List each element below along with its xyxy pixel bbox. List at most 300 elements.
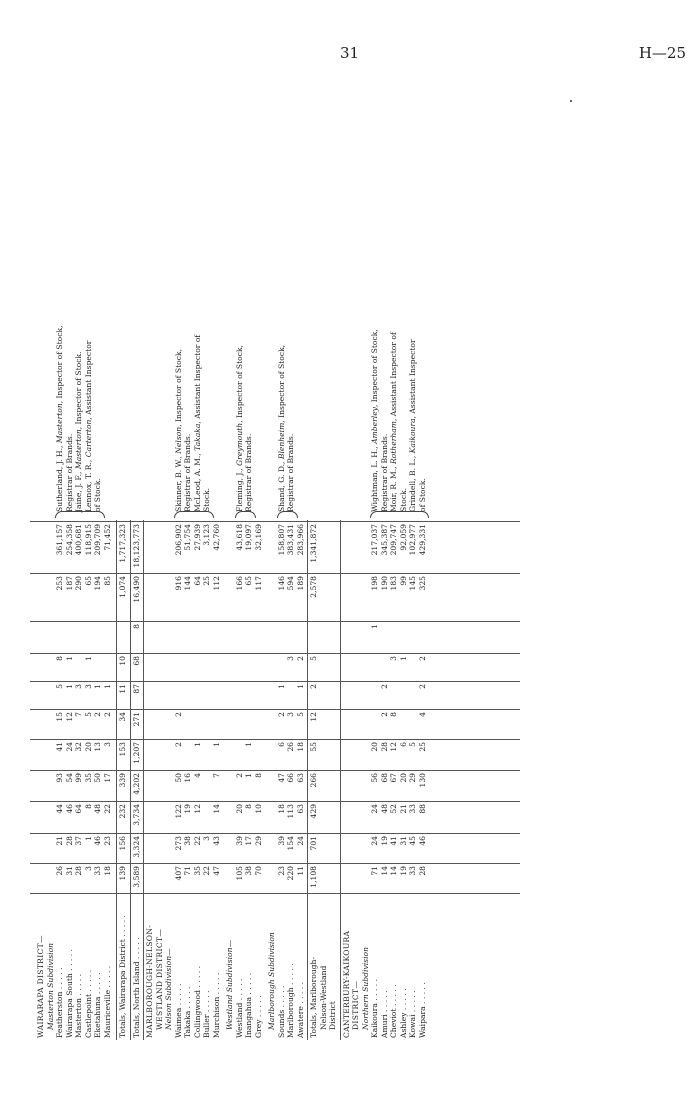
value-cell: 206,902 — [173, 524, 183, 556]
value-cell: 22 — [192, 836, 202, 846]
row-label: Sounds . . . . . — [276, 985, 286, 1038]
column-rule — [30, 833, 520, 834]
value-cell: 266 — [309, 773, 318, 788]
value-cell: 43,618 — [234, 524, 244, 551]
value-cell: 85 — [102, 576, 112, 586]
value-cell: 209,747 — [389, 524, 398, 556]
column-rule — [30, 863, 520, 864]
value-cell: 71 — [183, 866, 192, 876]
value-cell: 42,760 — [211, 524, 221, 551]
value-cell: 1,341,872 — [309, 524, 318, 563]
value-cell: 2 — [417, 684, 427, 689]
value-cell: 46 — [64, 804, 74, 814]
row-label: Grey . . . . . — [253, 995, 263, 1038]
officer-note: Registrar of Brands. — [286, 433, 295, 512]
value-cell: 166 — [234, 576, 244, 591]
value-cell: 67 — [389, 773, 398, 783]
value-cell: 12 — [64, 712, 74, 722]
value-cell: 34 — [118, 712, 127, 722]
row-label: Inangahua . . . . . — [244, 972, 253, 1038]
page-number: 31 — [340, 44, 360, 62]
row-label: Waipara . . . . . — [417, 982, 427, 1038]
value-cell: 117 — [253, 576, 263, 591]
value-cell: 8 — [244, 804, 253, 809]
value-cell: 3 — [83, 684, 93, 689]
officer-note: Jaine, J. F., Masterton, Inspector of Stock. — [74, 351, 83, 512]
value-cell: 118,915 — [83, 524, 93, 556]
value-cell: 271 — [131, 712, 141, 727]
value-cell: 43 — [211, 836, 221, 846]
value-cell: 17 — [244, 836, 253, 846]
value-cell: 14 — [389, 866, 398, 876]
value-cell: 54 — [64, 773, 74, 783]
officer-note: Skinner, B. W., Nelson, Inspector of Stock, — [173, 349, 183, 512]
column-rule — [30, 521, 520, 522]
value-cell: 1,108 — [309, 866, 318, 888]
value-cell: 41 — [389, 836, 398, 846]
value-cell: 198 — [370, 576, 379, 591]
value-cell: 5 — [295, 712, 305, 717]
value-cell: 66 — [286, 773, 295, 783]
column-rule — [30, 893, 520, 894]
value-cell: 6 — [398, 742, 408, 747]
value-cell: 56 — [370, 773, 379, 783]
value-cell: 4 — [417, 712, 427, 717]
value-cell: 20 — [83, 742, 93, 752]
value-cell: 1 — [276, 684, 286, 689]
value-cell: 12 — [309, 712, 318, 722]
value-cell: 19 — [398, 866, 408, 876]
value-cell: 51,754 — [183, 524, 192, 551]
value-cell: 92,059 — [398, 524, 408, 551]
value-cell: 4 — [192, 773, 202, 778]
value-cell: 23 — [276, 866, 286, 876]
value-cell: 45 — [408, 836, 417, 846]
value-cell: 64 — [192, 576, 202, 586]
value-cell: 15 — [55, 712, 64, 722]
value-cell: 145 — [408, 576, 417, 591]
row-divider — [130, 520, 131, 1040]
value-cell: 87 — [131, 684, 141, 694]
value-cell: 2 — [173, 712, 183, 717]
value-cell: 2 — [234, 773, 244, 778]
value-cell: 8 — [83, 804, 93, 809]
value-cell: 24 — [64, 742, 74, 752]
table-body — [30, 80, 520, 1040]
value-cell: 3,589 — [131, 866, 141, 888]
column-rule — [30, 573, 520, 574]
column-rule — [30, 681, 520, 682]
value-cell: 23 — [102, 836, 112, 846]
column-rule — [30, 801, 520, 802]
value-cell: 46 — [417, 836, 427, 846]
value-cell: 187 — [64, 576, 74, 591]
officer-note: Shand, G. D., Blenheim, Inspector of Stock, — [276, 344, 286, 512]
value-cell: 220 — [286, 866, 295, 881]
row-divider — [307, 520, 308, 1040]
row-label: Mauriceville . . . . . — [102, 965, 112, 1038]
value-cell: 48 — [93, 804, 102, 814]
brace — [277, 511, 298, 518]
value-cell: 18 — [295, 742, 305, 752]
value-cell: 22 — [102, 804, 112, 814]
value-cell: 2 — [173, 742, 183, 747]
value-cell: 3 — [286, 712, 295, 717]
value-cell: 1 — [244, 742, 253, 747]
total-label: Nelson-Westland — [318, 965, 328, 1030]
value-cell: 2,578 — [309, 576, 318, 598]
value-cell: 31 — [398, 836, 408, 846]
value-cell: 2 — [379, 684, 389, 689]
value-cell: 99 — [398, 576, 408, 586]
value-cell: 33 — [93, 866, 102, 876]
value-cell: 1 — [295, 684, 305, 689]
value-cell: 325 — [417, 576, 427, 591]
value-cell: 916 — [173, 576, 183, 591]
row-label: Westland . . . . . — [234, 978, 244, 1038]
officer-note: of Stock. — [417, 478, 427, 512]
value-cell: 701 — [309, 836, 318, 851]
value-cell: 22 — [202, 866, 211, 876]
value-cell: 20 — [370, 742, 379, 752]
value-cell: 35 — [83, 773, 93, 783]
value-cell: 33 — [408, 804, 417, 814]
value-cell: 5 — [309, 656, 318, 661]
value-cell: 64 — [74, 804, 83, 814]
value-cell: 63 — [295, 804, 305, 814]
column-rule — [30, 739, 520, 740]
value-cell: 10 — [253, 804, 263, 814]
value-cell: 37 — [74, 836, 83, 846]
value-cell: 14 — [211, 804, 221, 814]
value-cell: 3,734 — [131, 804, 141, 826]
value-cell: 48 — [379, 804, 389, 814]
value-cell: 1,207 — [131, 742, 141, 764]
value-cell: 290 — [74, 576, 83, 591]
row-label: Masterton . . . . . — [74, 973, 83, 1038]
value-cell: 2 — [102, 712, 112, 717]
value-cell: 3 — [74, 684, 83, 689]
value-cell: 122 — [173, 804, 183, 819]
value-cell: 19 — [379, 836, 389, 846]
value-cell: 254,358 — [64, 524, 74, 556]
value-cell: 33 — [408, 866, 417, 876]
value-cell: 71 — [370, 866, 379, 876]
value-cell: 105 — [234, 866, 244, 881]
value-cell: 28 — [74, 866, 83, 876]
value-cell: 253 — [55, 576, 64, 591]
value-cell: 19 — [183, 804, 192, 814]
value-cell: 5 — [83, 712, 93, 717]
value-cell: 46 — [93, 836, 102, 846]
total-label: District — [328, 1001, 337, 1030]
value-cell: 2 — [93, 712, 102, 717]
value-cell: 39 — [234, 836, 244, 846]
value-cell: 31 — [64, 866, 74, 876]
value-cell: 25 — [202, 576, 211, 586]
officer-note: Registrar of Brands. — [183, 433, 192, 512]
value-cell: 7 — [211, 773, 221, 778]
value-cell: 8 — [131, 624, 141, 629]
value-cell: 4,202 — [131, 773, 141, 795]
value-cell: 99 — [74, 773, 83, 783]
value-cell: 273 — [173, 836, 183, 851]
value-cell: 232 — [118, 804, 127, 819]
value-cell: 55 — [309, 742, 318, 752]
value-cell: 65 — [83, 576, 93, 586]
value-cell: 88 — [417, 804, 427, 814]
value-cell: 1 — [64, 684, 74, 689]
row-label: Buller . . . . . — [202, 990, 211, 1038]
district-heading: CANTERBURY-KAIKOURA — [341, 930, 351, 1038]
value-cell: 158,807 — [276, 524, 286, 556]
column-rule — [30, 770, 520, 771]
value-cell: 283,966 — [295, 524, 305, 556]
value-cell: 112 — [211, 576, 221, 591]
value-cell: 383,431 — [286, 524, 295, 556]
value-cell: 1 — [64, 656, 74, 661]
subdivision-heading: Masterton Subdivision — [45, 942, 55, 1030]
district-heading: WESTLAND DISTRICT— — [154, 928, 164, 1030]
value-cell: 38 — [244, 866, 253, 876]
value-cell: 47 — [276, 773, 286, 783]
value-cell: 32,169 — [253, 524, 263, 551]
value-cell: 189 — [295, 576, 305, 591]
row-divider — [116, 520, 117, 1040]
column-rule — [30, 653, 520, 654]
value-cell: 429 — [309, 804, 318, 819]
subdivision-heading: Nelson Subdivision— — [164, 948, 173, 1030]
officer-note: Fleming, J., Greymouth, Inspector of Stock, — [234, 345, 244, 512]
value-cell: 144 — [183, 576, 192, 591]
value-cell: 1,074 — [118, 576, 127, 598]
subdivision-heading: Marlborough Subdivision — [267, 932, 276, 1030]
row-label: Cheviot . . . . . — [389, 984, 398, 1038]
value-cell: 11 — [295, 866, 305, 876]
value-cell: 70 — [253, 866, 263, 876]
officer-note: Registrar of Brands. — [244, 433, 253, 512]
officer-note: Wightman, L. H., Amberley, Inspector of Stock, — [370, 329, 379, 512]
value-cell: 1 — [192, 742, 202, 747]
value-cell: 5 — [55, 684, 64, 689]
value-cell: 24 — [295, 836, 305, 846]
stray-mark — [570, 100, 572, 102]
row-label: Wairarapa South . . . . . — [64, 949, 74, 1038]
value-cell: 5 — [408, 742, 417, 747]
value-cell: 339 — [118, 773, 127, 788]
value-cell: 17 — [102, 773, 112, 783]
value-cell: 21 — [398, 804, 408, 814]
officer-note: Lennox, T. R., Carterton, Assistant Inspector — [83, 340, 93, 512]
officer-note: Stock. — [202, 487, 211, 512]
value-cell: 44 — [55, 804, 64, 814]
district-heading: MARLBOROUGH-NELSON- — [145, 924, 154, 1038]
value-cell: 25 — [417, 742, 427, 752]
officer-note: Registrar of Brands. — [379, 433, 389, 512]
value-cell: 21 — [55, 836, 64, 846]
value-cell: 183 — [389, 576, 398, 591]
row-label: Amuri . . . . . — [379, 990, 389, 1038]
row-label: Collingwood . . . . . — [192, 965, 202, 1038]
row-label: Featherston . . . . . — [55, 967, 64, 1038]
row-label: Awatere . . . . . — [295, 982, 305, 1038]
value-cell: 18,123,773 — [131, 524, 141, 568]
value-cell: 65 — [244, 576, 253, 586]
value-cell: 28 — [417, 866, 427, 876]
value-cell: 20 — [234, 804, 244, 814]
value-cell: 19,097 — [244, 524, 253, 551]
value-cell: 400,681 — [74, 524, 83, 556]
value-cell: 3 — [286, 656, 295, 661]
value-cell: 2 — [309, 684, 318, 689]
value-cell: 16 — [183, 773, 192, 783]
value-cell: 146 — [276, 576, 286, 591]
value-cell: 18 — [102, 866, 112, 876]
district-heading: WAIRARAPA DISTRICT— — [36, 935, 45, 1038]
value-cell: 194 — [93, 576, 102, 591]
value-cell: 32 — [74, 742, 83, 752]
officer-note: McLeod, A. M., Takaka, Assistant Inspector of — [192, 334, 202, 512]
column-rule — [30, 709, 520, 710]
row-divider — [340, 520, 341, 1040]
value-cell: 38 — [183, 836, 192, 846]
value-cell: 2 — [295, 656, 305, 661]
value-cell: 24 — [370, 836, 379, 846]
value-cell: 47 — [211, 866, 221, 876]
value-cell: 3,324 — [131, 836, 141, 858]
subdivision-heading: Northern Subdivision — [360, 947, 370, 1030]
value-cell: 3 — [83, 866, 93, 871]
value-cell: 3 — [102, 742, 112, 747]
value-cell: 24 — [370, 804, 379, 814]
value-cell: 27,939 — [192, 524, 202, 551]
value-cell: 26 — [55, 866, 64, 876]
value-cell: 1 — [93, 684, 102, 689]
value-cell: 8 — [253, 773, 263, 778]
value-cell: 113 — [286, 804, 295, 819]
officer-note: of Stock. — [93, 478, 102, 512]
value-cell: 139 — [118, 866, 127, 881]
subdivision-heading: Westland Subdivision— — [225, 939, 234, 1030]
page-reference: H—25 — [638, 44, 686, 62]
officer-note: Grindell, B. L., Kaikoura, Assistant Inspector — [408, 339, 417, 512]
brace — [235, 511, 256, 518]
value-cell: 407 — [173, 866, 183, 881]
value-cell: 13 — [93, 742, 102, 752]
value-cell: 1 — [398, 656, 408, 661]
value-cell: 217,037 — [370, 524, 379, 556]
value-cell: 12 — [192, 804, 202, 814]
total-label: Totals, Marlborough- — [309, 957, 318, 1038]
value-cell: 361,157 — [55, 524, 64, 556]
rotated-stock-table — [30, 80, 520, 1040]
value-cell: 29 — [408, 773, 417, 783]
value-cell: 50 — [93, 773, 102, 783]
value-cell: 28 — [379, 742, 389, 752]
value-cell: 209,709 — [93, 524, 102, 556]
value-cell: 2 — [417, 656, 427, 661]
row-label: Totals, Wairarapa District . . . . . — [118, 915, 127, 1038]
value-cell: 93 — [55, 773, 64, 783]
value-cell: 102,977 — [408, 524, 417, 556]
value-cell: 594 — [286, 576, 295, 591]
value-cell: 1 — [211, 742, 221, 747]
value-cell: 153 — [118, 742, 127, 757]
row-label: Marlborough . . . . . — [286, 963, 295, 1038]
value-cell: 429,331 — [417, 524, 427, 556]
value-cell: 3 — [202, 836, 211, 841]
value-cell: 14 — [379, 866, 389, 876]
value-cell: 35 — [192, 866, 202, 876]
officer-note: Stock. — [398, 487, 408, 512]
value-cell: 39 — [276, 836, 286, 846]
row-label: Totals, North Island . . . . . — [131, 937, 141, 1038]
value-cell: 2 — [276, 712, 286, 717]
value-cell: 63 — [295, 773, 305, 783]
value-cell: 345,387 — [379, 524, 389, 556]
value-cell: 10 — [118, 656, 127, 666]
value-cell: 29 — [253, 836, 263, 846]
brace — [370, 511, 429, 518]
value-cell: 50 — [173, 773, 183, 783]
row-label: Castlepoint . . . . . — [83, 969, 93, 1038]
value-cell: 18 — [276, 804, 286, 814]
brace — [174, 511, 214, 518]
value-cell: 71,452 — [102, 524, 112, 551]
value-cell: 156 — [118, 836, 127, 851]
value-cell: 8 — [389, 712, 398, 717]
value-cell: 28 — [64, 836, 74, 846]
row-label: Ashley . . . . . — [398, 988, 408, 1038]
value-cell: 8 — [55, 656, 64, 661]
row-label: Kaikoura . . . . . — [370, 979, 379, 1038]
value-cell: 41 — [55, 742, 64, 752]
value-cell: 3,123 — [202, 524, 211, 546]
value-cell: 68 — [379, 773, 389, 783]
column-rule — [30, 621, 520, 622]
value-cell: 154 — [286, 836, 295, 851]
value-cell: 11 — [118, 684, 127, 694]
value-cell: 20 — [398, 773, 408, 783]
row-label: Waimea . . . . . — [173, 983, 183, 1038]
row-label: Kowai . . . . . — [408, 990, 417, 1038]
officer-note: Sutherland, J. H., Masterton, Inspector of Stock, — [55, 325, 64, 512]
value-cell: 1 — [83, 836, 93, 841]
value-cell: 7 — [74, 712, 83, 717]
value-cell: 1 — [244, 773, 253, 778]
value-cell: 68 — [131, 656, 141, 666]
officer-note: Moir, R. M., Rotherham, Assistant Inspector of — [389, 332, 398, 512]
brace — [55, 511, 105, 518]
row-divider — [143, 520, 144, 1040]
district-heading: DISTRICT— — [351, 980, 360, 1030]
value-cell: 1 — [102, 684, 112, 689]
value-cell: 190 — [379, 576, 389, 591]
value-cell: 2 — [379, 712, 389, 717]
value-cell: 26 — [286, 742, 295, 752]
value-cell: 12 — [389, 742, 398, 752]
value-cell: 52 — [389, 804, 398, 814]
officer-note: Registrar of Brands. — [64, 433, 74, 512]
value-cell: 1 — [83, 656, 93, 661]
value-cell: 1,717,323 — [118, 524, 127, 563]
row-label: Takaka . . . . . — [183, 986, 192, 1038]
row-label: Eketahuna . . . . . — [93, 972, 102, 1038]
value-cell: 1 — [370, 624, 379, 629]
value-cell: 6 — [276, 742, 286, 747]
row-label: Murchison . . . . . — [211, 972, 221, 1038]
value-cell: 130 — [417, 773, 427, 788]
